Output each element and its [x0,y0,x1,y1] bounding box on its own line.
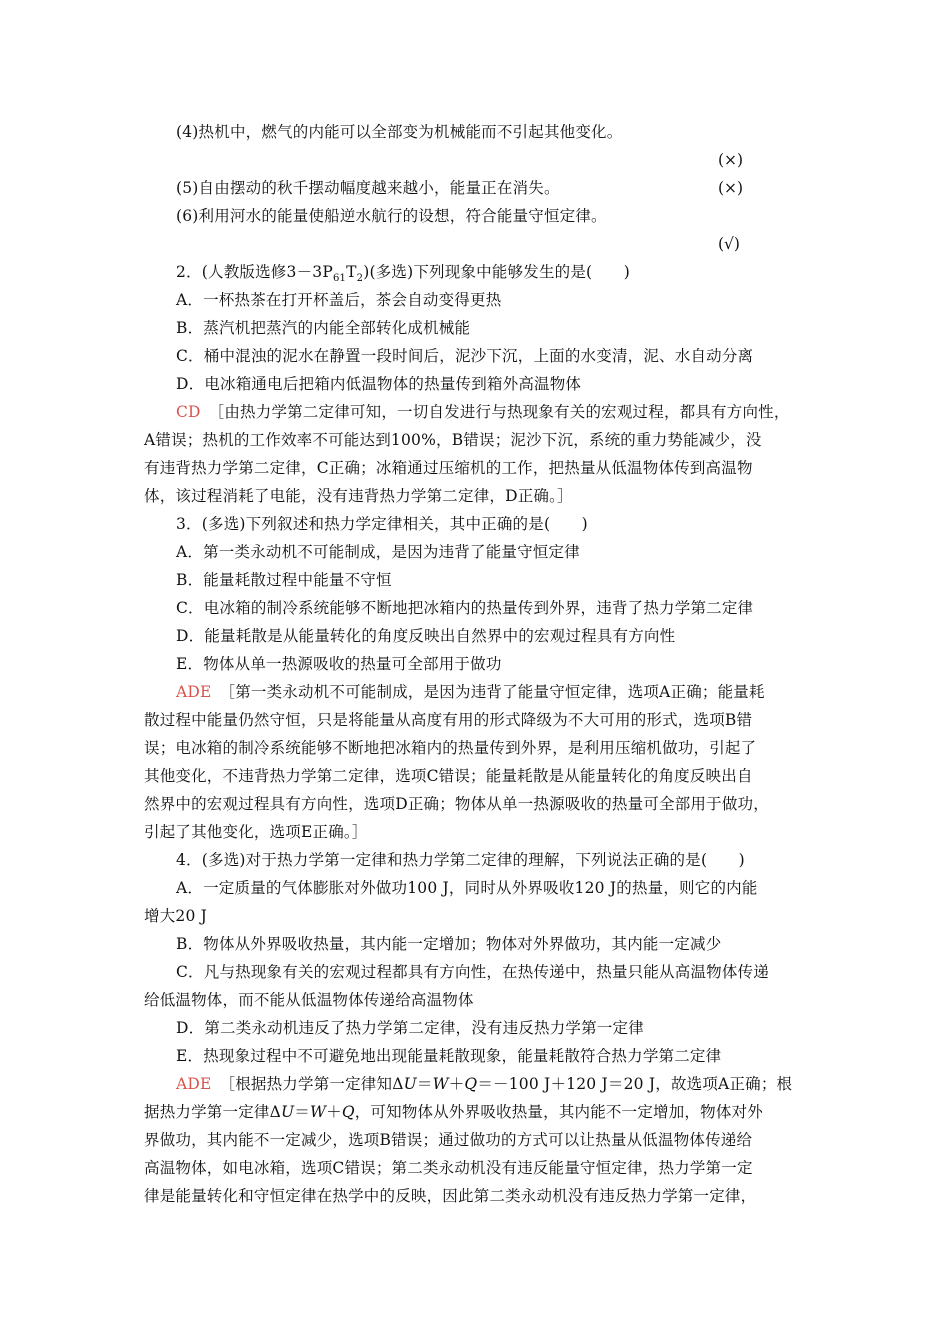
q2-explanation-line1: CD ［由热力学第二定律可知，一切自发进行与热现象有关的宏观过程，都具有方向性， [176,403,790,421]
q3-option-a: A．第一类永动机不可能制成，是因为违背了能量守恒定律 [176,543,580,561]
q2-option-c: C．桶中混浊的泥水在静置一段时间后，泥沙下沉，上面的水变清，泥、水自动分离 [176,347,754,365]
q3-explanation-line1: ADE ［第一类永动机不可能制成，是因为违背了能量守恒定律，选项A正确；能量耗 [176,683,765,701]
q2-explanation-line2: A错误；热机的工作效率不可能达到100%，B错误；泥沙下沉，系统的重力势能减少，没 [144,431,762,449]
q2-explanation-line3: 有违背热力学第二定律，C正确；冰箱通过压缩机的工作，把热量从低温物体传到高温物 [144,459,753,477]
q4-answer: ADE [176,1075,212,1093]
q4-stem: 4．(多选)对于热力学第一定律和热力学第二定律的理解，下列说法正确的是( ) [176,851,745,869]
q4-option-e: E．热现象过程中不可避免地出现能量耗散现象，能量耗散符合热力学第二定律 [176,1047,722,1065]
q1-item6-mark: (√) [718,235,740,253]
q3-explanation-line3: 误；电冰箱的制冷系统能够不断地把冰箱内的热量传到外界，是利用压缩机做功，引起了 [144,739,757,757]
q4-option-c-line1: C．凡与热现象有关的宏观过程都具有方向性，在热传递中，热量只能从高温物体传递 [176,963,769,981]
q3-explanation-line6: 引起了其他变化，选项E正确。］ [144,823,368,841]
q3-explanation-line5: 然界中的宏观过程具有方向性，选项D正确；物体从单一热源吸收的热量可全部用于做功， [144,795,769,813]
q2-explanation-line4: 体，该过程消耗了电能，没有违背热力学第二定律，D正确。］ [144,487,573,505]
q4-option-a-line1: A．一定质量的气体膨胀对外做功100 J，同时从外界吸收120 J的热量，则它的内能 [176,879,758,897]
q2-stem: 2．(人教版选修$3-3P_{61}T_2$)(多选)下列现象中能够发生的是( ) [176,263,630,285]
q3-option-e: E．物体从单一热源吸收的热量可全部用于做功 [176,655,502,673]
q4-explanation-line2: 据热力学第一定律ΔU＝W＋Q，可知物体从外界吸收热量，其内能不一定增加，物体对外 [144,1103,763,1121]
q4-explanation-line3: 界做功，其内能不一定减少，选项B错误；通过做功的方式可以让热量从低温物体传递给 [144,1131,753,1149]
q1-item5-mark: (×) [718,179,744,197]
q2-option-d: D．电冰箱通电后把箱内低温物体的热量传到箱外高温物体 [176,375,582,393]
q2-option-a: A．一杯热茶在打开杯盖后，茶会自动变得更热 [176,291,502,309]
q3-answer: ADE [176,683,212,701]
q4-option-b: B．物体从外界吸收热量，其内能一定增加；物体对外界做功，其内能一定减少 [176,935,722,953]
q2-option-b: B．蒸汽机把蒸汽的内能全部转化成机械能 [176,319,471,337]
q3-option-b: B．能量耗散过程中能量不守恒 [176,571,392,589]
q1-item4: (4)热机中，燃气的内能可以全部变为机械能而不引起其他变化。 [176,123,623,141]
q4-option-a-line2: 增大20 J [144,907,208,925]
q3-option-c: C．电冰箱的制冷系统能够不断地把冰箱内的热量传到外界，违背了热力学第二定律 [176,599,754,617]
q4-explanation-line5: 律是能量转化和守恒定律在热学中的反映，因此第二类永动机没有违反热力学第一定律， [144,1187,757,1205]
q1-item5: (5)自由摆动的秋千摆动幅度越来越小，能量正在消失。 [176,179,560,197]
q4-option-d: D．第二类永动机违反了热力学第二定律，没有违反热力学第一定律 [176,1019,644,1037]
q1-item4-mark: (×) [718,151,744,169]
q1-item6: (6)利用河水的能量使船逆水航行的设想，符合能量守恒定律。 [176,207,607,225]
q3-explanation-line2: 散过程中能量仍然守恒，只是将能量从高度有用的形式降级为不大可用的形式，选项B错 [144,711,753,729]
q3-option-d: D．能量耗散是从能量转化的角度反映出自然界中的宏观过程具有方向性 [176,627,676,645]
q3-explanation-line4: 其他变化，不违背热力学第二定律，选项C错误；能量耗散是从能量转化的角度反映出自 [144,767,753,785]
q4-option-c-line2: 给低温物体，而不能从低温物体传递给高温物体 [144,991,474,1009]
q4-explanation-line1: ADE ［根据热力学第一定律知ΔU＝W＋Q＝－100 J＋120 J＝20 J，故选项A正确；根 [176,1075,793,1093]
q2-answer: CD [176,403,201,421]
q3-stem: 3．(多选)下列叙述和热力学定律相关，其中正确的是( ) [176,515,588,533]
q4-explanation-line4: 高温物体，如电冰箱，选项C错误；第二类永动机没有违反能量守恒定律，热力学第一定 [144,1159,753,1177]
